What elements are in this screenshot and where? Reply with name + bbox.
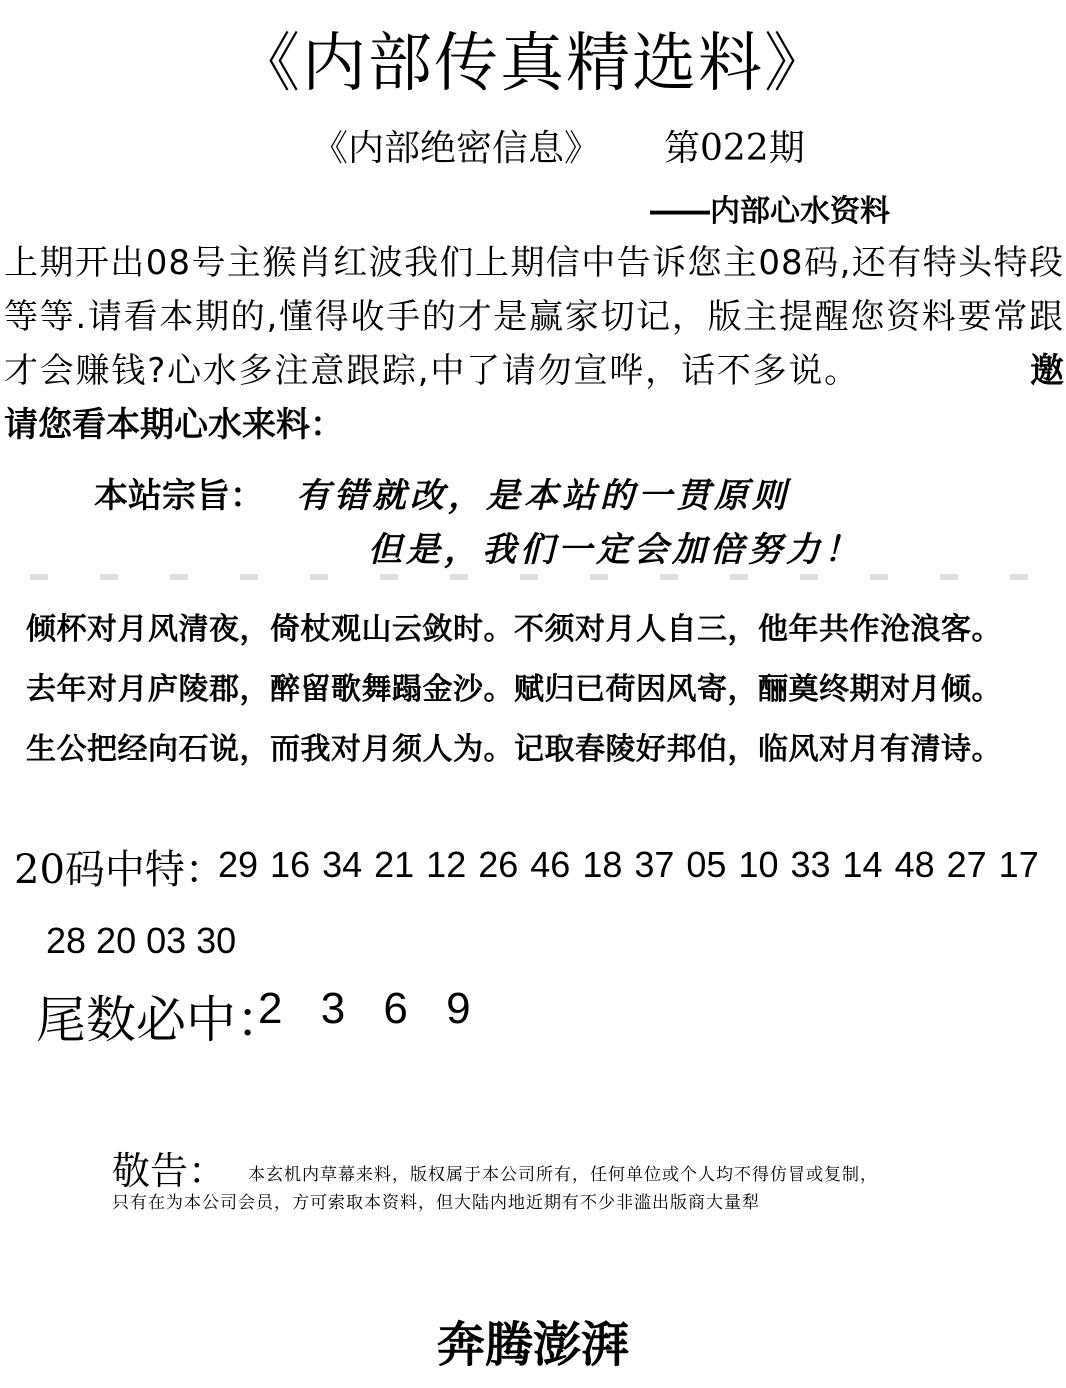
divider	[30, 574, 1040, 580]
brand-footer: 奔腾澎湃	[436, 1317, 629, 1373]
notice-line-1: 本玄机内草幕来料，版权属于本公司所有，任何单位或个人均不得仿冒或复制，	[248, 1165, 878, 1185]
numbers-line-2: 28 20 03 30	[46, 920, 237, 961]
poem-line-2: 去年对月庐陵郡，醉留歌舞蹋金沙。赋归已荷因风寄，酾奠终期对月倾。	[26, 672, 1002, 707]
poem-line-3: 生公把经向石说，而我对月须人为。记取春陵好邦伯，临风对月有清诗。	[26, 732, 1002, 767]
intro-text: 上期开出08号主猴肖红波我们上期信中告诉您主08码,还有特头特段等等.请看本期的,懂得收手的才是赢家切记，版主提醒您资料要常跟才会赚钱?心水多注意跟踪,中了请勿宣哗，话不多说。	[4, 243, 1064, 391]
subtitle: 《内部绝密信息》	[312, 128, 601, 169]
numbers-line-1: 29 16 34 21 12 26 46 18 37 05 10 33 14 48 27 17	[218, 844, 1039, 885]
tenet-line-2: 但是，我们一定会加倍努力！	[368, 530, 862, 570]
numbers-label: 20码中特：	[14, 847, 225, 893]
poem-line-1: 倾杯对月风清夜，倚杖观山云敛时。不须对月人自三，他年共作沧浪客。	[26, 612, 1002, 647]
tenet-label: 本站宗旨：	[94, 476, 264, 516]
tail-label: 尾数必中：	[36, 991, 286, 1049]
source-label: ――内部心水资料	[650, 194, 890, 229]
intro-paragraph	[4, 236, 1064, 452]
tenet-line-1: 有错就改，是本站的一贯原则	[296, 476, 790, 516]
notice-line-2: 只有在为本公司会员，方可索取本资料，但大陆内地近期有不少非滥出版商大量犁	[112, 1193, 760, 1213]
notice-label: 敬告：	[112, 1149, 227, 1193]
tail-values: 2 3 6 9	[258, 984, 471, 1033]
page-title: 《内部传真精选料》	[236, 27, 830, 101]
invite-line: 邀请您看本期心水来料：	[4, 351, 1064, 445]
issue-number: 第022期	[664, 128, 805, 169]
